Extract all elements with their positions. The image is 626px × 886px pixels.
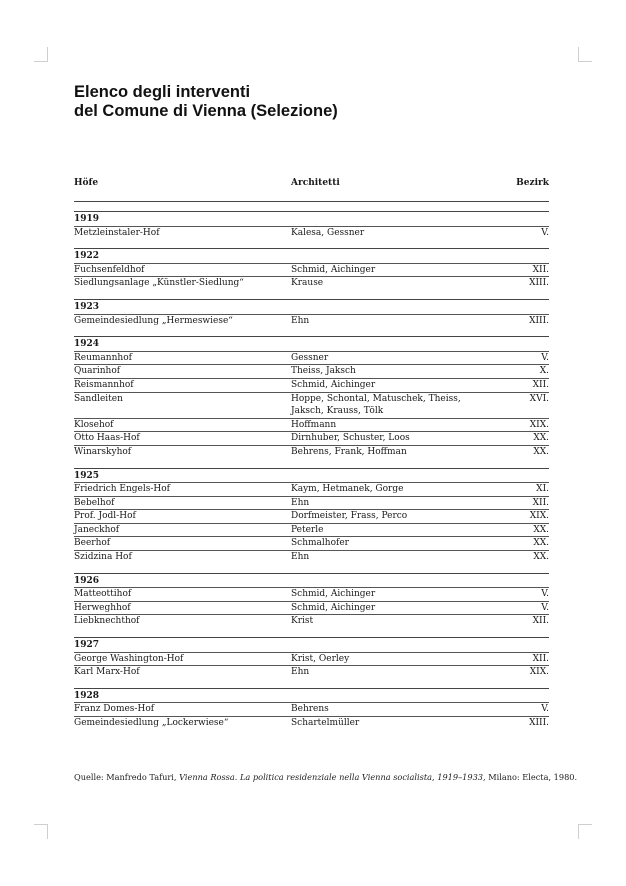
hof-name: Metzleinstaler-Hof [74, 227, 160, 238]
district: V. [541, 704, 549, 715]
architects: Ehn [291, 667, 310, 678]
table-row [74, 702, 549, 716]
architects: Ehn [291, 552, 310, 563]
hof-name: Otto Haas-Hof [74, 433, 140, 444]
architects: Behrens [291, 704, 329, 715]
architects: Hoffmann [291, 419, 337, 430]
architects: Peterle [291, 524, 324, 535]
architects: Gessner [291, 352, 329, 363]
table-row [74, 496, 549, 510]
architects: Schmid, Aichinger [291, 379, 376, 390]
table-header [74, 176, 549, 190]
column-header-hofe: Höfe [74, 178, 99, 188]
year-label: 1928 [74, 690, 100, 701]
year-group [74, 248, 549, 290]
table-row [74, 536, 549, 550]
district: XIX. [529, 419, 549, 430]
district: X. [539, 366, 549, 377]
hof-name: Siedlungsanlage „Künstler-Siedlung“ [74, 278, 244, 289]
district: XII. [532, 264, 549, 275]
table-row [74, 587, 549, 601]
district: XX. [533, 433, 549, 444]
year-groups [74, 211, 549, 730]
table-row [74, 392, 549, 418]
hof-name: Bebelhof [74, 497, 115, 508]
column-header-bezirk: Bezirk [516, 178, 549, 188]
district: XI. [536, 484, 549, 495]
district: XX. [533, 446, 549, 457]
hof-name: Szidzina Hof [74, 552, 132, 563]
hof-name: Herweghhof [74, 602, 131, 613]
table-row [74, 226, 549, 240]
district: XX. [533, 538, 549, 549]
architects: Schmid, Aichinger [291, 602, 376, 613]
year-label: 1926 [74, 575, 100, 586]
year-label: 1922 [74, 251, 100, 262]
page-title-line-2: del Comune di Vienna (Selezione) [74, 102, 338, 120]
hof-name: Gemeindesiedlung „Hermeswiese“ [74, 315, 233, 326]
year-group [74, 336, 549, 458]
table-row [74, 550, 549, 564]
table-row [74, 378, 549, 392]
crop-mark-bottom-right [578, 824, 592, 825]
table-row [74, 364, 549, 378]
district: V. [541, 352, 549, 363]
district: XII. [532, 379, 549, 390]
architects: Schartelmüller [291, 718, 360, 728]
crop-mark-bottom-left-v [47, 825, 48, 839]
hof-name: Beerhof [74, 538, 111, 549]
table-row [74, 716, 549, 730]
table-row [74, 509, 549, 523]
year-group [74, 211, 549, 239]
table-row [74, 431, 549, 445]
year-group [74, 688, 549, 730]
year-group [74, 573, 549, 628]
hof-name: George Washington-Hof [74, 653, 184, 664]
hof-name: Quarinhof [74, 366, 121, 377]
year-group [74, 637, 549, 679]
crop-mark-top-right-v [578, 47, 579, 61]
hof-name: Matteottihof [74, 589, 132, 600]
table-row [74, 263, 549, 277]
hof-name: Friedrich Engels-Hof [74, 484, 170, 495]
hof-name: Klosehof [74, 419, 114, 430]
hof-name: Reumannhof [74, 352, 132, 363]
district: XII. [532, 616, 549, 627]
table-row [74, 482, 549, 496]
source-book-title: Vienna Rossa. La politica residenziale nella Vienna socialista, 1919–1933, [179, 772, 486, 782]
district: XVI. [529, 393, 549, 404]
year-group [74, 299, 549, 327]
hof-name: Liebknechthof [74, 616, 140, 627]
source-prefix: Quelle: Manfredo Tafuri, [74, 772, 180, 782]
year-label: 1927 [74, 640, 100, 651]
crop-mark-top-left [34, 61, 48, 62]
architects: Schmid, Aichinger [291, 589, 376, 600]
district: XIII. [529, 278, 549, 289]
page-title-line-1: Elenco degli interventi [74, 83, 251, 101]
table-row [74, 652, 549, 666]
district: V. [541, 589, 549, 600]
hof-name: Sandleiten [74, 393, 123, 404]
year-label: 1923 [74, 301, 100, 312]
architects: Hoppe, Schontal, Matuschek, Theiss, Jaksch, Krauss, Tölk [291, 393, 461, 417]
architects: Krist [291, 616, 314, 627]
architects: Schmalhofer [291, 538, 349, 549]
district: XX. [533, 524, 549, 535]
year-label: 1925 [74, 470, 100, 481]
hof-name: Reismannhof [74, 379, 134, 390]
district: XII. [532, 653, 549, 664]
district: XX. [533, 552, 549, 563]
table-row [74, 351, 549, 365]
architects: Dirnhuber, Schuster, Loos [291, 433, 410, 444]
architects: Kalesa, Gessner [291, 227, 365, 238]
architects: Kaym, Hetmanek, Gorge [291, 484, 404, 495]
district: XIII. [529, 315, 549, 326]
table-row [74, 445, 549, 459]
district: XII. [532, 497, 549, 508]
architects: Ehn [291, 497, 310, 508]
architects: Krause [291, 278, 324, 289]
hof-name: Fuchsenfeldhof [74, 264, 145, 275]
column-header-architetti: Architetti [291, 178, 340, 188]
table-row [74, 601, 549, 615]
table-row [74, 276, 549, 290]
district: XIII. [529, 718, 549, 728]
hof-name: Gemeindesiedlung „Lockerwiese“ [74, 718, 229, 728]
table-row [74, 665, 549, 679]
table-row [74, 418, 549, 432]
architects: Behrens, Frank, Hoffman [291, 446, 407, 457]
architects: Dorfmeister, Frass, Perco [291, 511, 408, 522]
architects: Ehn [291, 315, 310, 326]
year-group [74, 468, 549, 564]
architects: Krist, Oerley [291, 653, 350, 664]
table-row [74, 523, 549, 537]
crop-mark-top-left-v [47, 47, 48, 61]
hof-name: Winarskyhof [74, 446, 132, 457]
source-citation [74, 772, 578, 782]
page-title [74, 83, 554, 121]
crop-mark-bottom-right-v [578, 825, 579, 839]
table-row [74, 614, 549, 628]
hof-name: Janeckhof [74, 524, 120, 535]
source-suffix: Milano: Electa, 1980. [485, 772, 578, 782]
hof-name: Karl Marx-Hof [74, 667, 140, 678]
year-label: 1924 [74, 339, 100, 350]
year-label: 1919 [74, 214, 100, 224]
district: V. [541, 602, 549, 613]
interventions-table [74, 176, 549, 730]
crop-mark-bottom-left [34, 824, 48, 825]
architects: Schmid, Aichinger [291, 264, 376, 275]
crop-mark-top-right [578, 61, 592, 62]
district: XIX. [529, 511, 549, 522]
table-row [74, 314, 549, 328]
district: XIX. [529, 667, 549, 678]
hof-name: Prof. Jodl-Hof [74, 511, 136, 522]
header-rule [74, 201, 549, 202]
architects: Theiss, Jaksch [291, 366, 356, 377]
district: V. [541, 227, 549, 238]
hof-name: Franz Domes-Hof [74, 704, 155, 715]
